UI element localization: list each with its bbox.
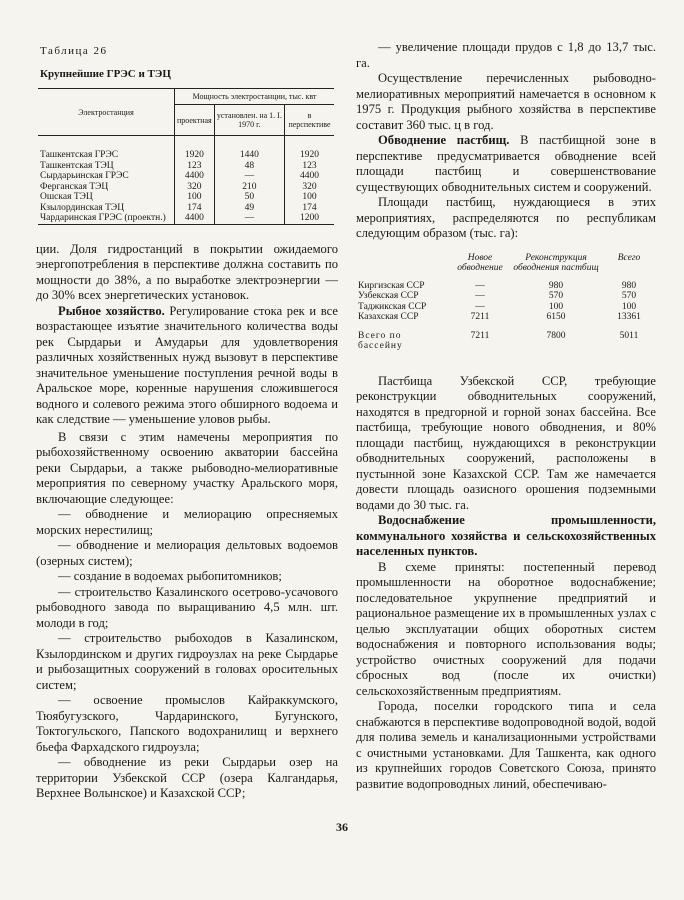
list-item: — обводнение и мелиорация дельтовых водоемов (озерных систем); [36, 538, 338, 568]
header-total: Всего [617, 252, 641, 263]
table-row: Кзылординская ТЭЦ 174 49 174 [38, 203, 334, 214]
table-row: Таджикская ССР — 100 100 [358, 301, 637, 312]
paragraph: ции. Доля гидростанций в покрытии ожидаемого энергопотребления в перспективе должна составить по мощности до 38%, а по выработке электроэнергии — до 30% всех энергетических установок. [36, 241, 338, 302]
list-item: — строительство Казалинского осетрово-усачового рыбоводного завода по выращиванию 4,5 млн. шт. молоди в год; [36, 584, 338, 630]
header-power: Мощность электростанции, тыс. квт [175, 89, 335, 105]
header-design: проектная [175, 105, 215, 136]
paragraph: Обводнение пастбищ. В пастбищной зоне в перспективе предусматривается обводнение всей площади пастбищ и совершенствование существующих обводнительных систем и сооружений. [356, 133, 657, 194]
paragraph: Площади пастбищ, нуждающиеся в этих мероприятиях, распределяются по республикам следующим образом (тыс. га): [356, 195, 656, 240]
header-station: Электростанция [78, 107, 134, 117]
header-installed: установлен. на 1. I. 1970 г. [214, 105, 284, 136]
paragraph: В схеме приняты: постепенный перевод промышленности на оборотное водоснабжение; последовательное укрупнение предприятий и рациональное размещение их в промышленных узлах с целью эксплуатации общих оборотных систем водоснабжения и повторного использования воды; устройство очистных сооружений для подачи сбросных вод (после их очистки) сельскохозяйственным предприятиям. [356, 559, 656, 698]
table-title: Крупнейшие ГРЭС и ТЭЦ [40, 68, 171, 80]
table-label: Таблица 26 [40, 45, 108, 57]
pasture-table [356, 252, 656, 352]
section-heading: Рыбное хозяйство. [58, 303, 165, 318]
power-stations-table [38, 88, 334, 225]
list-item: — строительство рыбоходов в Казалинском, Кзылординском и других гидроузлах на реке Сырдарье и рыбозащитных сооружений в головах оросительных систем; [36, 631, 338, 692]
table-row: Чардаринская ГРЭС (проектн.) 4400 — 1200 [38, 213, 334, 224]
paragraph: — увеличение площади прудов с 1,8 до 13,7 тыс. га. [356, 40, 656, 70]
list-item: — создание в водоемах рыбопитомников; [58, 569, 282, 583]
table-row: Киргизская ССР — 980 980 [358, 280, 637, 291]
table-row: Ошская ТЭЦ 100 50 100 [38, 192, 334, 203]
header-new: Новое обводнение [457, 252, 503, 273]
section-heading: Водоснабжение промышленности, коммунального хозяйства и сельскохозяйственных населенных пунктов. [356, 513, 656, 558]
table-row: Ферганская ТЭЦ 320 210 320 [38, 182, 334, 193]
list-item: — обводнение и мелиорацию опресняемых морских нерестилищ; [36, 507, 338, 537]
table-row: Узбекская ССР — 570 570 [358, 291, 637, 301]
table-row: Казахская ССР 7211 6150 13361 [358, 312, 641, 322]
table-row: Ташкентская ГРЭС 1920 1440 1920 [38, 150, 334, 161]
section-heading: Обводнение пастбищ. [378, 133, 510, 147]
paragraph: Города, поселки городского типа и села снабжаются в перспективе водопроводной водой, водой для полива земель и канализационными устройствами с очистными установками. Для Ташкента, как одного из крупнейших городов Советского Союза, принято развитие водопроводных линий, обеспечиваю- [356, 699, 656, 791]
right-column [356, 40, 656, 792]
paragraph: Пастбища Узбекской ССР, требующие реконструкции обводнительных сооружений, находятся в предгорной и горной зонах бассейна. Все пастбища, требующие нового обводнения, и 80% площади пастбищ, нуждающихся в реконструкции обводнительных сооружений, расположены в пустынной зоне Казахской ССР. Там же намечается довести площадь оазисного орошения подземными водами до 30 тыс. га. [356, 373, 656, 512]
header-future: в перспективе [285, 105, 335, 136]
paragraph: В связи с этим намечены мероприятия по рыбохозяйственному освоению акватории бассейна реки Сырдарьи, а также рыбоводно-мелиоративные мероприятия по северному участку Аральского моря, включающие следующее: [36, 429, 338, 506]
paragraph: Осуществление перечисленных рыбоводно-мелиоративных мероприятий намечается в основном к 1975 г. Продукция рыбного хозяйства в перспективе составит 360 тыс. ц в год. [356, 71, 656, 132]
table-row-total: Всего по бассейну 7211 7800 5011 [358, 330, 639, 351]
table-row: Ташкентская ТЭЦ 123 48 123 [38, 161, 334, 172]
left-column [36, 40, 338, 802]
header-recon: Реконструкция обводнения пастбищ [513, 252, 599, 273]
table-row: Сырдарьинская ГРЭС 4400 — 4400 [38, 171, 334, 182]
page-number: 36 [336, 820, 348, 834]
list-item: — обводнение из реки Сырдарьи озер на территории Узбекской ССР (озера Калгандарья, Верхнее Волынское) и Казахской ССР; [36, 755, 338, 800]
paragraph: Рыбное хозяйство. Регулирование стока рек и все возрастающее изъятие значительного количества воды рек Сырдарьи и Амударьи для удовлетворения различных хозяйственных нужд вызовут в перспективе значительное уменьшение поступления речной воды в Аральское море, коренные нарушения сложившегося водного и солевого режима этого обширного водоема и как следствие — уменьшение уловов рыбы. [36, 303, 339, 426]
list-item: — освоение промыслов Кайраккумского, Тюябугузского, Чардаринского, Бугунского, Токтогульского, Папского водохранилищ и верхнего бьефа Фархадского гидроузла; [36, 693, 338, 754]
